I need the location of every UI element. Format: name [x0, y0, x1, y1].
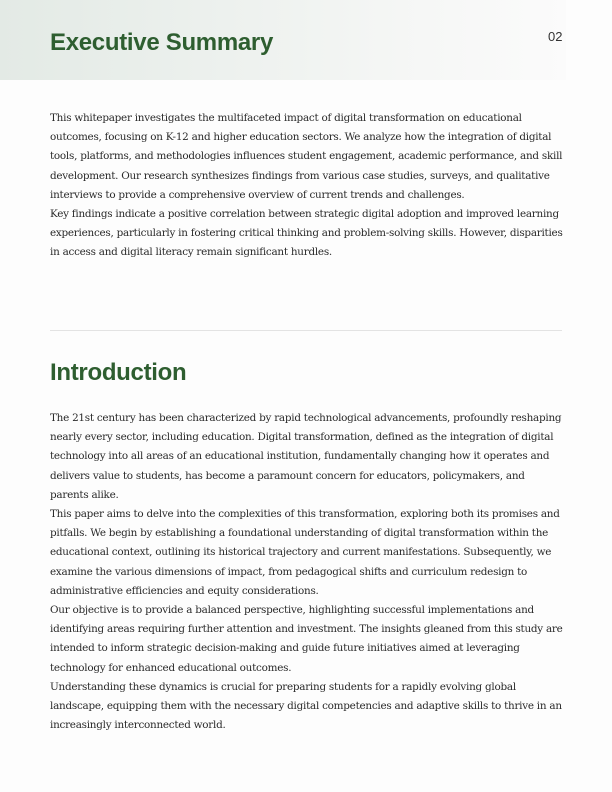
page-title-executive-summary: Executive Summary [50, 29, 274, 56]
introduction-paragraph: Understanding these dynamics is crucial for preparing students for a rapidly evolving global landscape, equipping them with the necessary digital competencies and adaptive skills to thrive in an increasingly interconnected world. [50, 680, 562, 732]
executive-summary-body [50, 109, 566, 263]
introduction-paragraph: This paper aims to delve into the complexities of this transformation, exploring both its promises and pitfalls. We begin by establishing a foundational understanding of digital transformation within the educational context, outlining its historical trajectory and current manifestations. Subsequently, we examine the various dimensions of impact, from pedagogical shifts and curriculum redesign to administrative efficiencies and equity considerations. [50, 508, 560, 597]
introduction-paragraph: The 21st century has been characterized by rapid technological advancements, profoundly reshaping nearly every sector, including education. Digital transformation, defined as the integration of digital technology into all areas of an educational institution, fundamentally changing how it operates and delivers value to students, has become a paramount concern for educators, policymakers, and parents alike. [50, 412, 562, 501]
page-number: 02 [548, 29, 563, 44]
section-divider [50, 330, 562, 331]
executive-summary-paragraph: Key findings indicate a positive correlation between strategic digital adoption and improved learning experiences, particularly in fostering critical thinking and problem-solving skills. However, disparities in access and digital literacy remain significant hurdles. [50, 208, 563, 259]
introduction-body [50, 409, 566, 735]
executive-summary-paragraph: This whitepaper investigates the multifaceted impact of digital transformation on educational outcomes, focusing on K-12 and higher education sectors. We analyze how the integration of digital tools, platforms, and methodologies influences student engagement, academic performance, and skill development. Our research synthesizes findings from various case studies, surveys, and qualitative interviews to provide a comprehensive overview of current trends and challenges. [50, 112, 563, 201]
section-title-introduction: Introduction [50, 359, 187, 386]
introduction-paragraph: Our objective is to provide a balanced perspective, highlighting successful implementations and identifying areas requiring further attention and investment. The insights gleaned from this study are intended to inform strategic decision-making and guide future initiatives aimed at leveraging technology for enhanced educational outcomes. [50, 604, 563, 674]
